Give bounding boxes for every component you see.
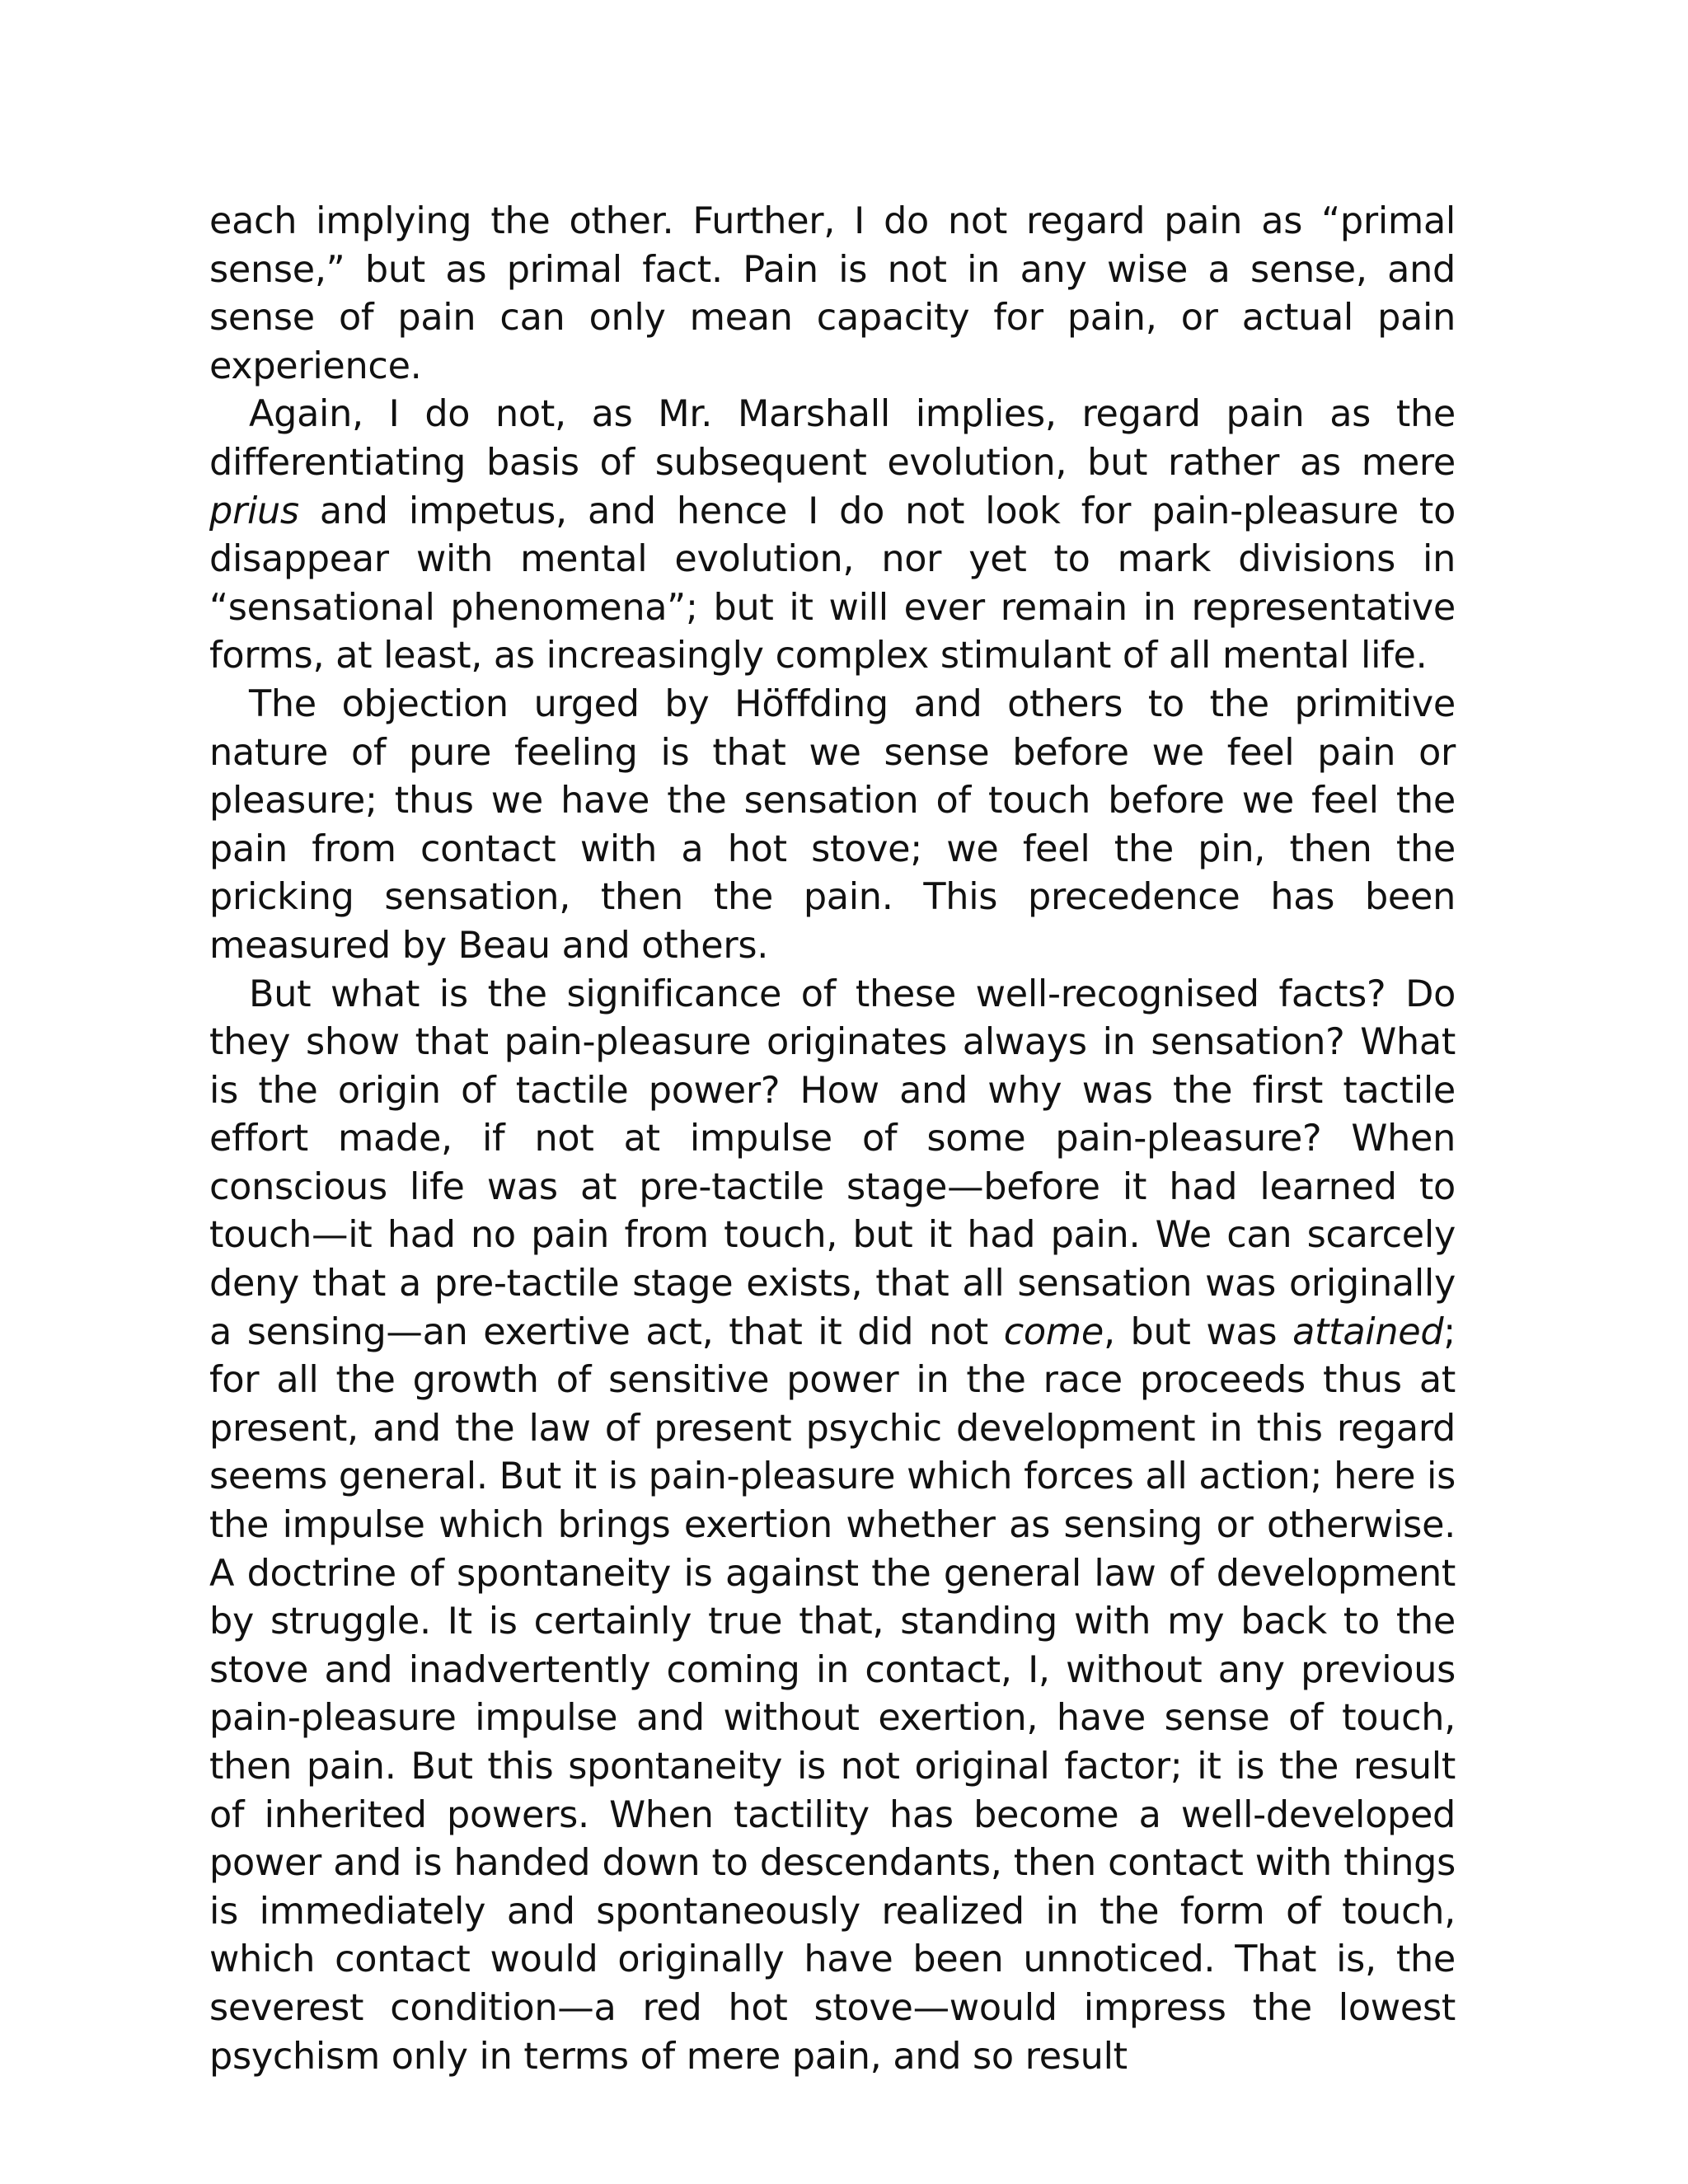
italic-term-come: come	[1003, 1310, 1104, 1353]
paragraph-text: The objection urged by Höffding and others to the primitive nature of pure feeling is that we sense before we feel pain or pleasure; thus we have the sensation of touch before we feel the pain from contact with a hot stove; we feel the pin, then the pricking sensation, then the pain. This precedence has been measured by Beau and others.	[209, 682, 1456, 967]
paragraph-text: each implying the other. Further, I do not regard pain as “primal sense,” but as primal fact. Pain is not in any wise a sense, and sense of pain can only mean capacity for pain, or actual pain experience.	[209, 200, 1456, 387]
paragraph-1	[209, 198, 1456, 391]
paragraph-text: But what is the significance of these well-recognised facts? Do they show that pain-pleasure originates always in sensation? What is the origin of tactile power? How and why was the first tactile effort made, if not at impulse of some pain-pleasure? When conscious life was at pre-tactile stage—before it had learned to touch—it had no pain from touch, but it had pain. We can scarcely deny that a pre-tactile stage exists, that all sensation was originally a sensing—an exertive act, that it did not	[209, 972, 1456, 1353]
paragraph-3	[209, 681, 1456, 971]
paragraph-2	[209, 391, 1456, 681]
paragraph-text: and impetus, and hence I do not look for pain-pleasure to disappear with mental evolution, nor yet to mark divisions in “sensational phenomena”; but it will ever remain in representative forms, at least, as increasingly complex stimulant of all mental life.	[209, 490, 1456, 677]
italic-term-attained: attained	[1292, 1310, 1444, 1353]
page-body	[209, 198, 1456, 2081]
italic-term-prius: prius	[209, 490, 299, 532]
paragraph-text: ; for all the growth of sensitive power in the race proceeds thus at present, and the law of present psychic development in this regard seems general. But it is pain-pleasure which forces all action; here is the impulse which brings exertion whether as sensing or otherwise. A doctrine of spontaneity is against the general law of development by struggle. It is certainly true that, standing with my back to the stove and inadvertently coming in contact, I, without any previous pain-pleasure impulse and without exertion, have sense of touch, then pain. But this spontaneity is not original factor; it is the result of inherited powers. When tactility has become a well-developed power and is handed down to descendants, then contact with things is immediately and spontaneously realized in the form of touch, which contact would originally have been unnoticed. That is, the severest condition—a red hot stove—would impress the lowest psychism only in terms of mere pain, and so result	[209, 1310, 1456, 2078]
paragraph-text: Again, I do not, as Mr. Marshall implies, regard pain as the differentiating basis of subsequent evolution, but rather as mere	[209, 393, 1456, 484]
paragraph-4	[209, 971, 1456, 2082]
paragraph-text: , but was	[1103, 1310, 1293, 1353]
